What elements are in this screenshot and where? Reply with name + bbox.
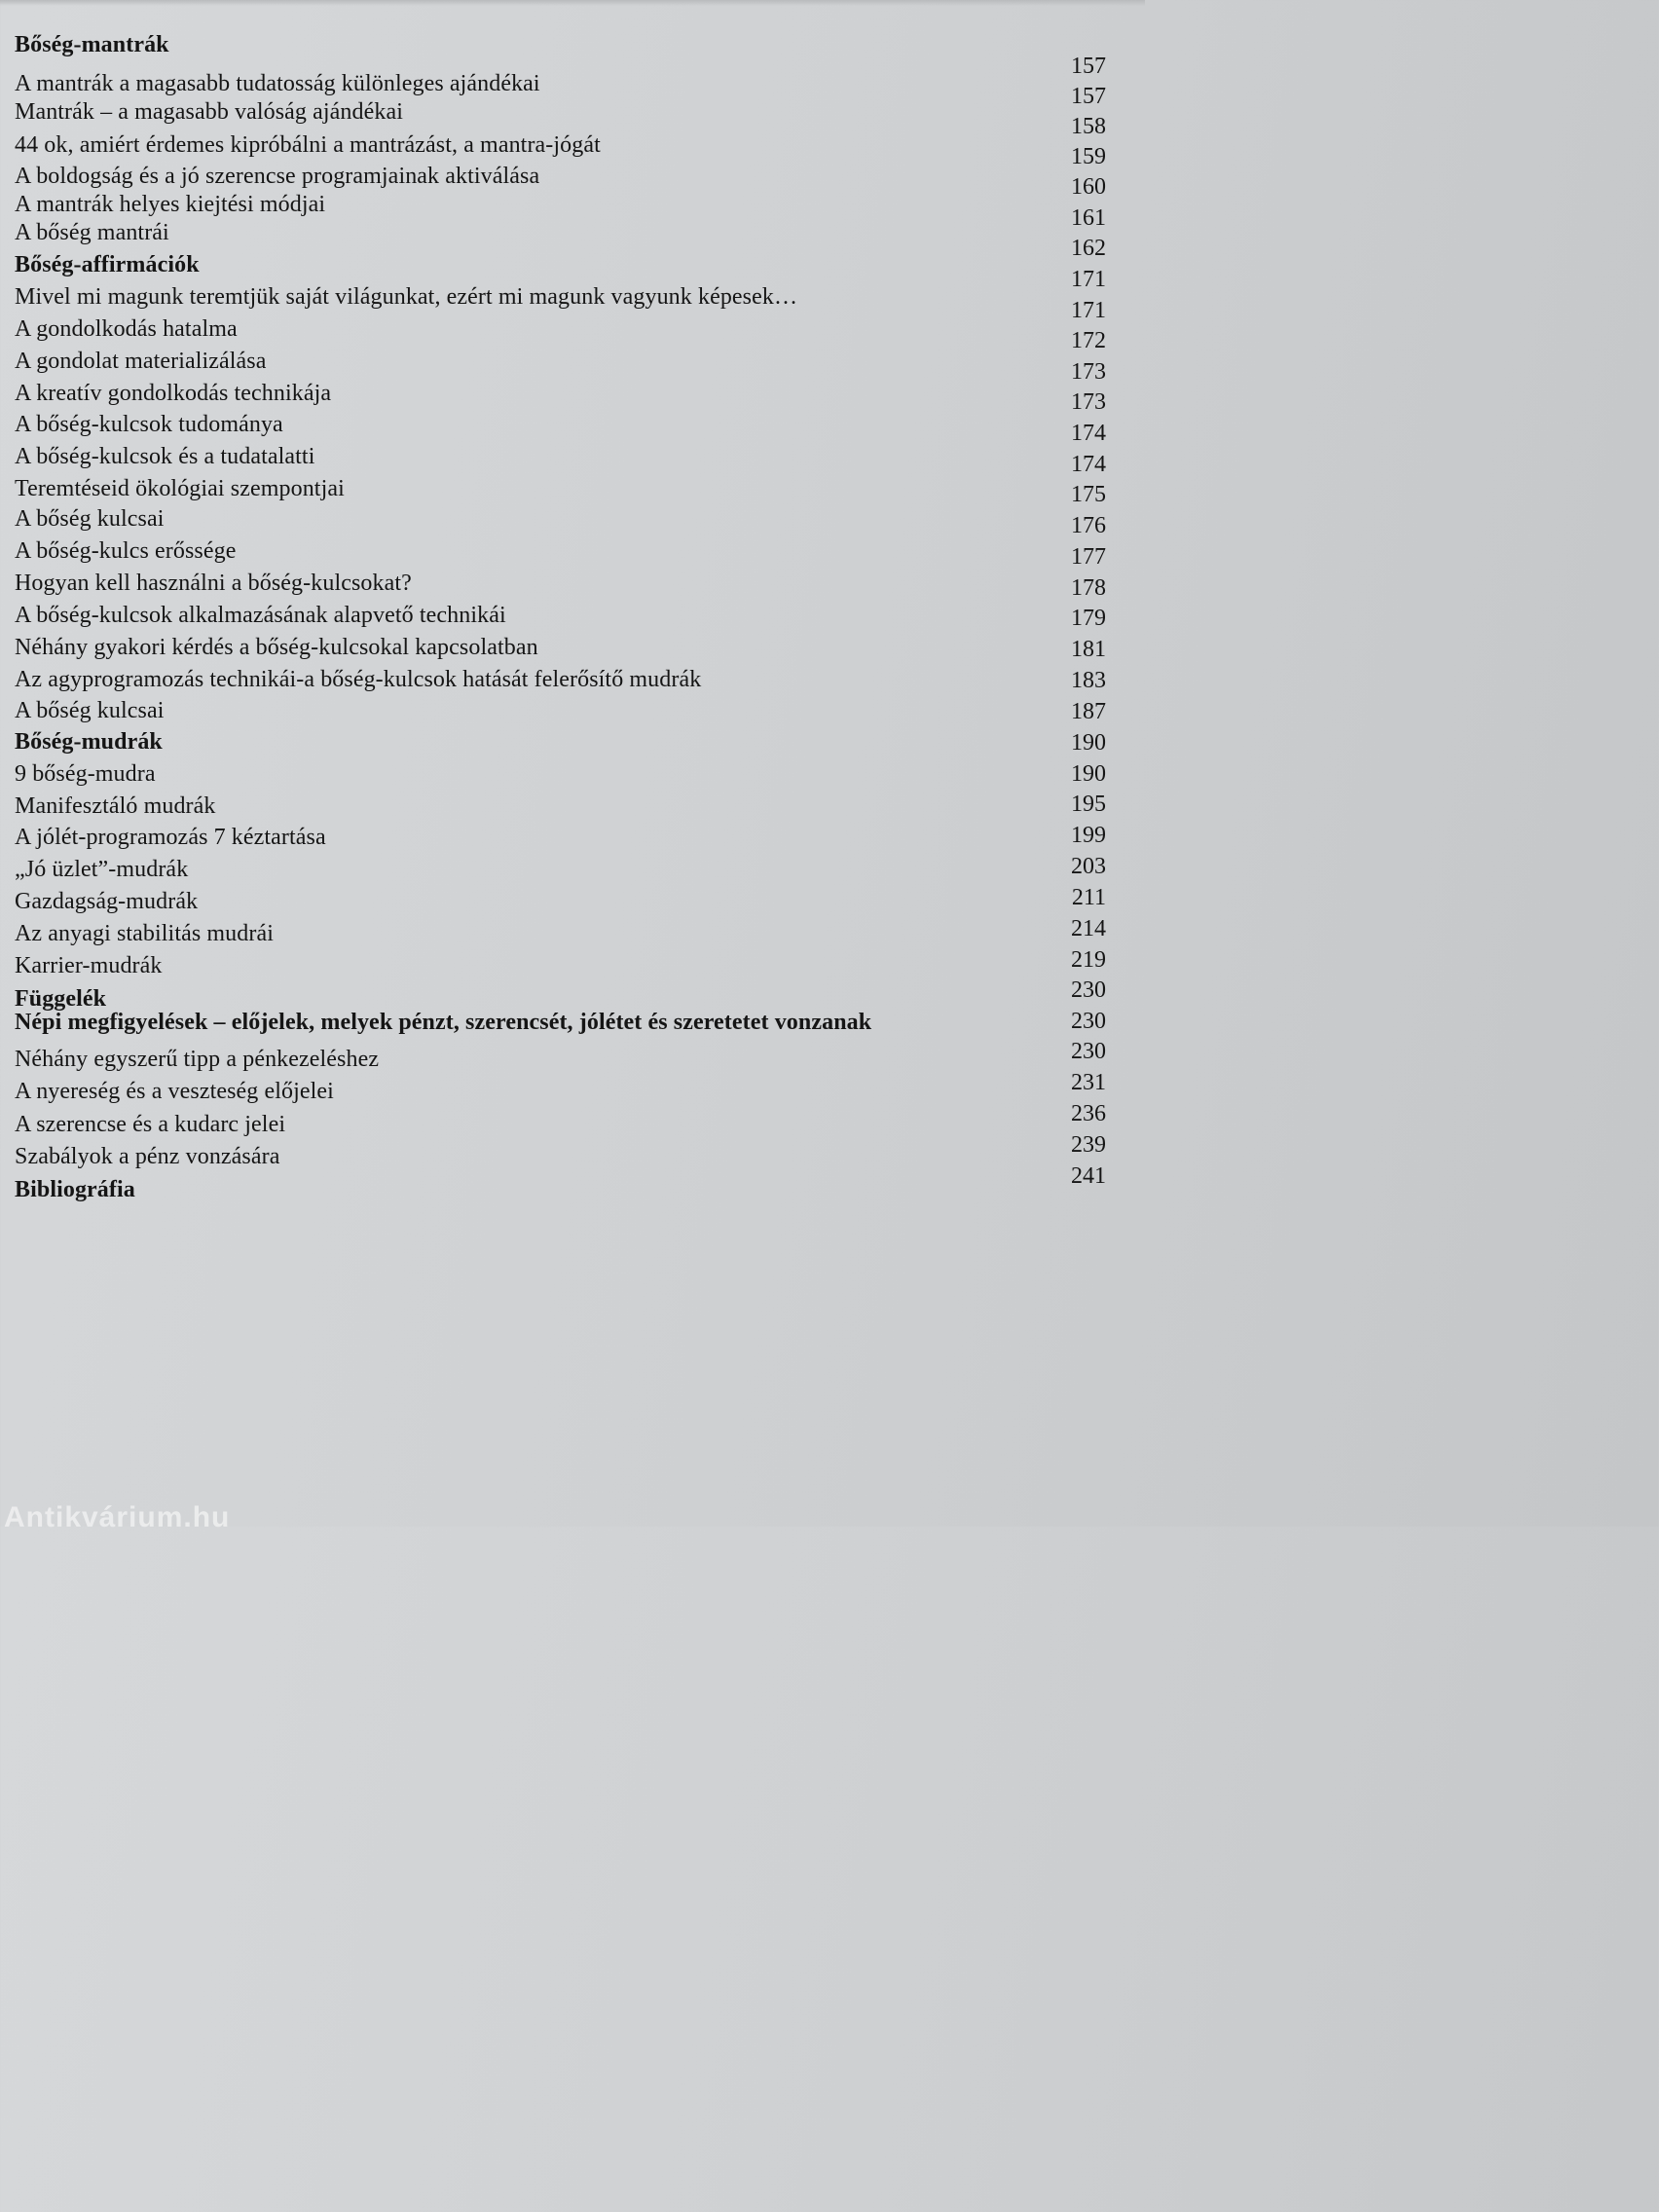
toc-page-number: 187	[1071, 699, 1106, 724]
toc-entry-title: A szerencse és a kudarc jelei	[15, 1112, 286, 1137]
table-of-contents	[0, 0, 1145, 1527]
toc-entry-title: A mantrák a magasabb tudatosság különleges ajándékai	[15, 71, 540, 96]
toc-page-number: 236	[1071, 1101, 1106, 1126]
toc-entry-title: Manifesztáló mudrák	[15, 793, 216, 819]
toc-entry-title: A gondolkodás hatalma	[15, 316, 238, 342]
toc-page-number: 161	[1071, 205, 1106, 231]
toc-page-number: 230	[1071, 1039, 1106, 1064]
toc-entry-title: Mantrák – a magasabb valóság ajándékai	[15, 99, 403, 125]
toc-entry-title: Teremtéseid ökológiai szempontjai	[15, 476, 345, 501]
toc-page-number: 171	[1071, 267, 1106, 292]
toc-section-title: Népi megfigyelések – előjelek, melyek pénzt, szerencsét, jólétet és szeretetet vonzanak	[15, 1010, 872, 1035]
toc-entry-title: Mivel mi magunk teremtjük saját világunkat, ezért mi magunk vagyunk képesek…	[15, 284, 798, 310]
toc-page-number: 211	[1071, 885, 1106, 910]
toc-entry-title: A kreatív gondolkodás technikája	[15, 381, 332, 406]
toc-section-title: Bibliográfia	[15, 1177, 135, 1202]
toc-entry-title: Az agyprogramozás technikái-a bőség-kulcsok hatását felerősítő mudrák	[15, 667, 702, 692]
toc-page-number: 160	[1071, 174, 1106, 200]
toc-entry-title: A bőség kulcsai	[15, 506, 165, 532]
toc-section-title: Bőség-mantrák	[15, 32, 169, 57]
toc-entry-title: A bőség-kulcsok alkalmazásának alapvető technikái	[15, 603, 506, 628]
toc-page-number: 175	[1071, 482, 1106, 507]
toc-page-number: 195	[1071, 792, 1106, 817]
toc-page-number: 181	[1071, 637, 1106, 662]
toc-page-number: 178	[1071, 575, 1106, 601]
toc-entry-title: A bőség mantrái	[15, 220, 169, 245]
toc-page-number: 231	[1071, 1070, 1106, 1095]
toc-page-number: 190	[1071, 761, 1106, 787]
toc-entry-title: „Jó üzlet”-mudrák	[15, 857, 189, 882]
toc-page-number: 199	[1071, 823, 1106, 848]
toc-page-number: 174	[1071, 452, 1106, 477]
toc-entry-title: A bőség-kulcs erőssége	[15, 538, 237, 564]
toc-entry-title: 9 bőség-mudra	[15, 761, 156, 787]
toc-entry-title: A bőség-kulcsok tudománya	[15, 412, 283, 437]
toc-entry-title: A mantrák helyes kiejtési módjai	[15, 192, 326, 217]
toc-page-number: 172	[1071, 328, 1106, 353]
toc-page-number: 183	[1071, 668, 1106, 693]
toc-page-number: 158	[1071, 114, 1106, 139]
toc-page-number: 176	[1071, 513, 1106, 538]
toc-page-number: 214	[1071, 916, 1106, 941]
toc-entry-title: Hogyan kell használni a bőség-kulcsokat?	[15, 571, 412, 596]
watermark: Antikvárium.hu	[4, 1501, 231, 1533]
toc-page-number: 230	[1071, 977, 1106, 1003]
toc-page-number: 157	[1071, 84, 1106, 109]
toc-section-title: Függelék	[15, 986, 107, 1012]
toc-entry-title: 44 ok, amiért érdemes kipróbálni a mantrázást, a mantra-jógát	[15, 132, 601, 158]
toc-page-number: 157	[1071, 54, 1106, 79]
toc-entry-title: A bőség-kulcsok és a tudatalatti	[15, 444, 315, 469]
toc-entry-title: A gondolat materializálása	[15, 349, 267, 374]
toc-page-number: 190	[1071, 730, 1106, 756]
toc-page-number: 239	[1071, 1132, 1106, 1158]
toc-page-number: 174	[1071, 421, 1106, 446]
toc-entry-title: A nyereség és a veszteség előjelei	[15, 1079, 334, 1104]
toc-page-number: 159	[1071, 144, 1106, 169]
toc-page-number: 219	[1071, 947, 1106, 973]
toc-entry-title: A jólét-programozás 7 kéztartása	[15, 825, 326, 850]
toc-entry-title: A bőség kulcsai	[15, 698, 165, 723]
toc-entry-title: A boldogság és a jó szerencse programjainak aktiválása	[15, 164, 540, 189]
toc-entry-title: Gazdagság-mudrák	[15, 889, 199, 914]
toc-page-number: 241	[1071, 1163, 1106, 1189]
toc-section-title: Bőség-mudrák	[15, 729, 163, 755]
toc-page-number: 179	[1071, 606, 1106, 631]
toc-page-number: 177	[1071, 544, 1106, 570]
toc-entry-title: Néhány gyakori kérdés a bőség-kulcsokal kapcsolatban	[15, 635, 538, 660]
toc-page-number: 203	[1071, 854, 1106, 879]
toc-page-number: 162	[1071, 236, 1106, 261]
toc-page-number: 230	[1071, 1009, 1106, 1034]
toc-page-number: 171	[1071, 298, 1106, 323]
toc-entry-title: Karrier-mudrák	[15, 953, 163, 978]
toc-section-title: Bőség-affirmációk	[15, 252, 200, 277]
toc-entry-title: Néhány egyszerű tipp a pénkezeléshez	[15, 1047, 380, 1072]
toc-page-number: 173	[1071, 359, 1106, 385]
toc-entry-title: Az anyagi stabilitás mudrái	[15, 921, 274, 946]
toc-entry-title: Szabályok a pénz vonzására	[15, 1144, 280, 1169]
toc-page-number: 173	[1071, 389, 1106, 415]
